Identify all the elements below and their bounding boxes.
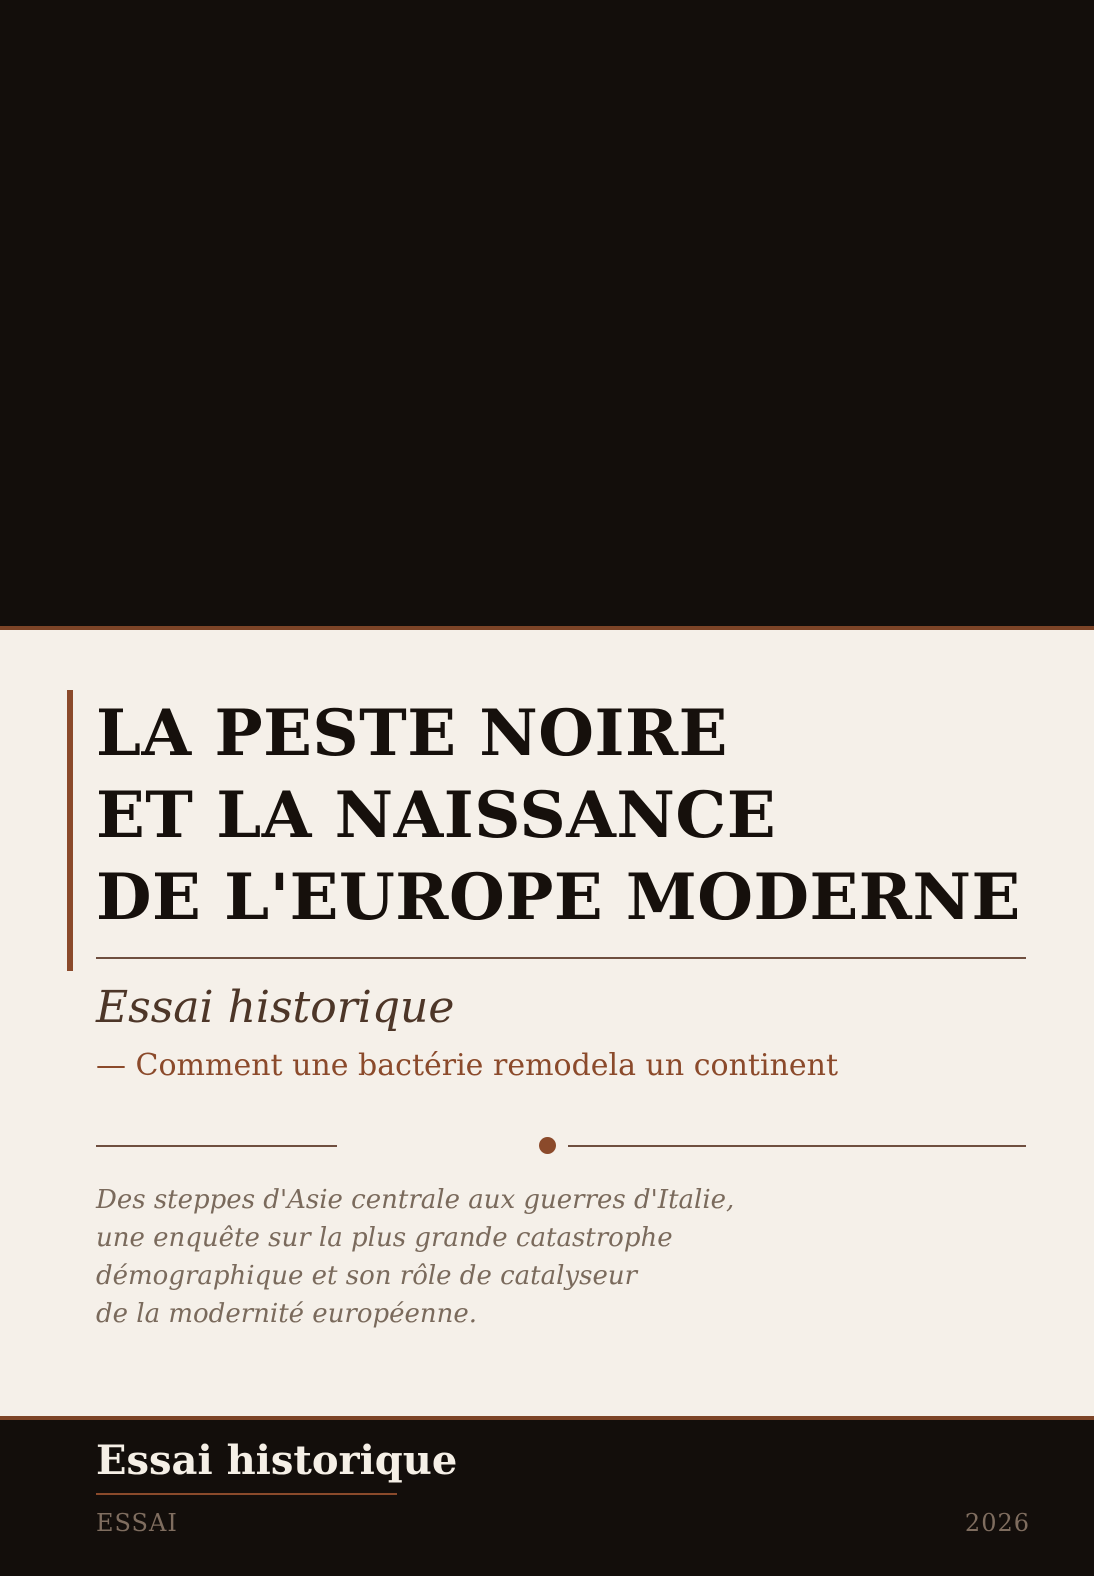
footer-year: 2026 [964,1509,1030,1537]
title-accent-bar [67,690,73,971]
ornament-line-left [96,1145,337,1147]
blurb-line: démographique et son rôle de catalyseur [96,1261,638,1291]
blurb-line: Des steppes d'Asie centrale aux guerres d'Italie, [96,1185,735,1215]
title-divider [96,957,1026,959]
cover-top-band [0,0,1094,630]
ornament-line-right [568,1145,1026,1147]
book-title-line: ET LA NAISSANCE [96,778,777,853]
footer-title: Essai historique [96,1437,458,1484]
footer-category-label: ESSAI [96,1509,178,1537]
book-title-line: LA PESTE NOIRE [96,696,728,771]
book-tagline: — Comment une bactérie remodela un continent [96,1048,839,1083]
book-title-line: DE L'EUROPE MODERNE [96,860,1021,935]
book-title [96,693,1076,939]
footer-underline [96,1493,397,1495]
cover-blurb [96,1181,996,1333]
blurb-line: de la modernité européenne. [96,1299,478,1329]
ornament-dot [539,1137,556,1154]
book-subtitle: Essai historique [96,982,455,1033]
blurb-line: une enquête sur la plus grande catastrophe [96,1223,673,1253]
